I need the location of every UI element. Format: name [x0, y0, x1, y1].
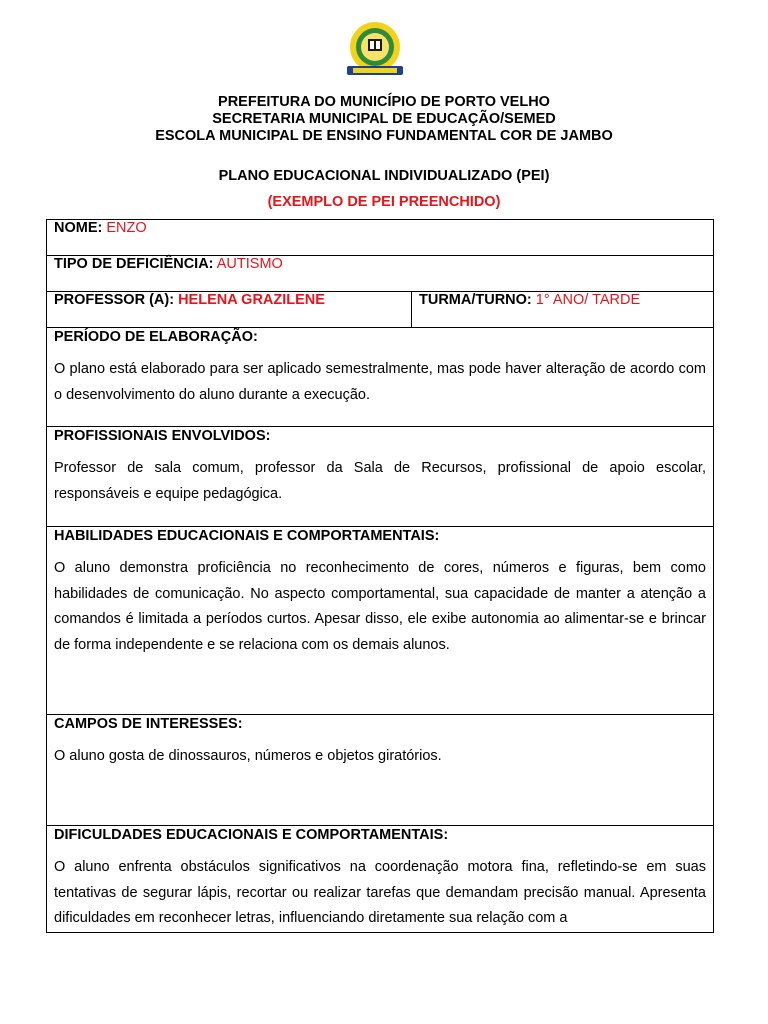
row-dificuldades	[47, 826, 714, 933]
professor-label: PROFESSOR (A):	[54, 292, 175, 308]
header-line-2: SECRETARIA MUNICIPAL DE EDUCAÇÃO/SEMED	[212, 111, 556, 127]
nome-value: ENZO	[106, 220, 147, 236]
row-profissionais	[47, 427, 714, 527]
row-habilidades	[47, 527, 714, 715]
deficiencia-value: AUTISMO	[216, 256, 283, 272]
periodo-text: O plano está elaborado para ser aplicado semestralmente, mas pode haver alteração de acordo com o desenvolvimento do aluno durante a execução.	[54, 361, 706, 403]
profissionais-text: Professor de sala comum, professor da Sala de Recursos, profissional de apoio escolar, responsáveis e equipe pedagógica.	[54, 460, 706, 502]
dificuldades-title: DIFICULDADES EDUCACIONAIS E COMPORTAMENTAIS:	[54, 827, 449, 843]
habilidades-title: HABILIDADES EDUCACIONAIS E COMPORTAMENTAIS:	[54, 528, 440, 544]
row-nome	[47, 220, 714, 256]
row-deficiencia	[47, 256, 714, 292]
row-interesses	[47, 715, 714, 826]
turma-label: TURMA/TURNO:	[419, 292, 532, 308]
deficiencia-label: TIPO DE DEFICIÊNCIA:	[54, 256, 214, 272]
habilidades-text: O aluno demonstra proficiência no reconhecimento de cores, números e figuras, bem como habilidades de comunicação. No aspecto comportamental, sua capacidade de manter a atenção a comandos é limitada a períodos curtos. Apesar disso, ele exibe autonomia ao alimentar-se e brincar de forma independente e se relaciona com os demais alunos.	[54, 560, 706, 653]
nome-label: NOME:	[54, 220, 103, 236]
profissionais-title: PROFISSIONAIS ENVOLVIDOS:	[54, 428, 271, 444]
document-title: PLANO EDUCACIONAL INDIVIDUALIZADO (PEI)	[218, 168, 550, 184]
pei-form-table	[46, 219, 714, 933]
professor-value: HELENA GRAZILENE	[178, 292, 325, 308]
row-periodo	[47, 328, 714, 427]
school-logo	[339, 22, 411, 80]
interesses-title: CAMPOS DE INTERESSES:	[54, 716, 243, 732]
row-professor-turma	[47, 292, 714, 328]
periodo-title: PERÍODO DE ELABORAÇÃO:	[54, 329, 258, 345]
dificuldades-text: O aluno enfrenta obstáculos significativos na coordenação motora fina, refletindo-se em suas tentativas de segurar lápis, recortar ou realizar tarefas que demandam precisão manual. Apresenta dificuldades em reconhecer letras, influenciando diretamente sua relação com a	[54, 859, 706, 926]
interesses-text: O aluno gosta de dinossauros, números e objetos giratórios.	[54, 748, 442, 764]
document-subtitle: (EXEMPLO DE PEI PREENCHIDO)	[267, 194, 501, 210]
turma-value: 1° ANO/ TARDE	[535, 292, 641, 308]
header-line-3: ESCOLA MUNICIPAL DE ENSINO FUNDAMENTAL COR DE JAMBO	[155, 128, 613, 144]
school-emblem-icon	[339, 22, 411, 80]
header-line-1: PREFEITURA DO MUNICÍPIO DE PORTO VELHO	[218, 94, 550, 110]
